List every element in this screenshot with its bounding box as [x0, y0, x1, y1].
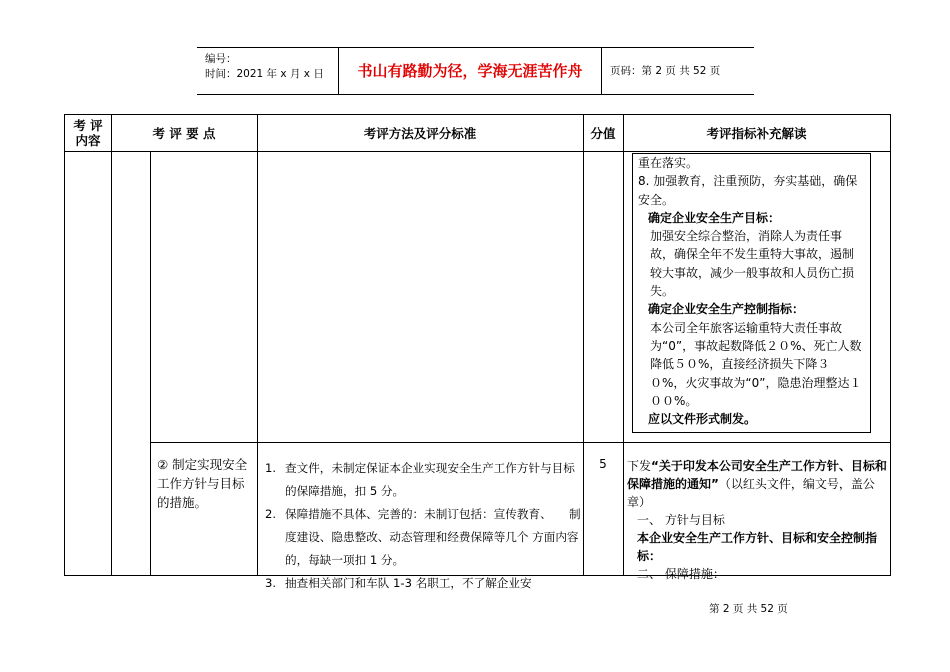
note-line-2: 本企业安全生产工作方针、目标和安全控制指标：: [637, 531, 878, 563]
standard-text: 抽查相关部门和车队 1-3 名职工，不了解企业安: [285, 576, 532, 590]
note-prefix: 下发: [627, 459, 652, 473]
row2-note: [627, 457, 889, 583]
note-line: 降低５０%，直接经济损失下降３０%，火灾事故为“0”，隐患治理整达１００%。: [650, 357, 862, 408]
header-method: 考评方法及评分标准: [363, 125, 477, 141]
note-line: 应以文件形式制发。: [648, 412, 757, 427]
note-line: 确定企业安全生产目标：: [648, 210, 781, 225]
note-line: 本公司全年旅客运输重特大责任事故为“0”，事故起数降低２０%、死亡人数: [650, 320, 862, 353]
header-score: 分值: [590, 125, 616, 141]
row-divider: [150, 442, 890, 443]
standard-number: 1.: [265, 461, 277, 475]
header-note: 考评指标补充解读: [706, 125, 807, 141]
note-line: 加强安全综合整治，消除人为责任事故，确保全年不发生重特大事故，遏制较大事故，减少一般事故和人员伤亡损失。: [650, 229, 855, 299]
standard-item: [265, 572, 583, 595]
row2-score: 5: [599, 457, 607, 471]
standard-number: 3.: [265, 576, 277, 590]
col-divider: [257, 115, 258, 575]
header-motto: 书山有路勤为径，学海无涯苦作舟: [338, 47, 602, 95]
col-divider: [111, 115, 112, 575]
footer-page-number: 第 2 页 共 52 页: [709, 603, 788, 615]
note-line: 重在落实。: [638, 156, 699, 170]
col-divider-sub: [150, 151, 151, 575]
note-title: “关于印发本公司安全生产工作方针、目标和保障措施的通知”: [627, 459, 887, 491]
standard-number: 2.: [265, 507, 277, 521]
row2-note-heading: [627, 457, 889, 511]
note-line: 确定企业安全生产控制指标：: [648, 302, 805, 317]
header-points: 考 评 要 点: [152, 125, 216, 141]
header-row-divider: [65, 151, 890, 152]
standard-text: 查文件，未制定保证本企业实现安全生产工作方针与目标的保障措施，扣 5 分。: [285, 461, 575, 498]
row1-note-box: [632, 153, 871, 433]
standard-text: 保障措施不具体、完善的：未制订包括：宣传教育、 制度建设、隐患整改、动态管理和经费保障等几个 方面内容的，每缺一项扣 1 分。: [285, 507, 581, 567]
note-suffix: （以红头文件，编文号，盖公章）: [627, 477, 875, 509]
note-line-3: 二、 保障措施：: [637, 567, 725, 581]
time-label: 时间：2021 年 x 月 x 日: [205, 68, 324, 80]
col-divider: [623, 115, 624, 575]
standard-item: [265, 503, 583, 572]
header-content: 考 评 内容: [73, 118, 103, 148]
row2-standards: [265, 457, 583, 595]
note-line: 8. 加强教育，注重预防，夯实基础，确保安全。: [638, 174, 858, 207]
row2-point: ② 制定实现安全工作方针与目标的措施。: [157, 457, 248, 510]
standard-item: [265, 457, 583, 503]
header-page-number: 页码：第 2 页 共 52 页: [602, 47, 754, 95]
col-divider: [583, 115, 584, 575]
assessment-table: [64, 114, 891, 590]
note-line-1: 一、 方针与目标: [637, 513, 725, 527]
code-label: 编号：: [205, 53, 237, 65]
header-meta: [197, 47, 338, 95]
